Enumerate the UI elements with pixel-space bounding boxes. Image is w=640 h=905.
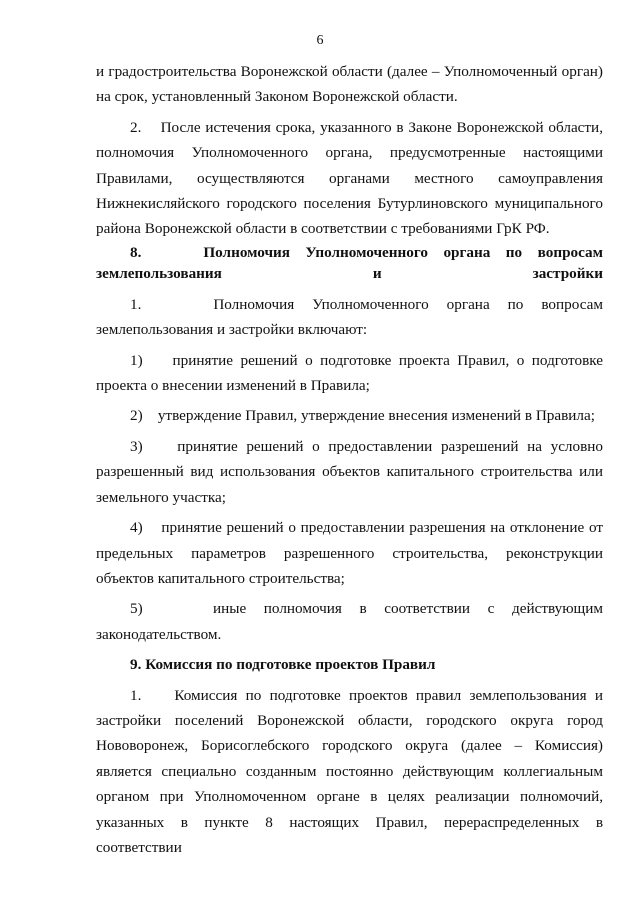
document-body (96, 59, 603, 860)
list-item-8-1-5: 5) иные полномочия в соответствии с действующим законодательством. (96, 600, 603, 643)
list-item-8-1-4: 4) принятие решений о предоставлении разрешения на отклонение от предельных параметров разрешенного строительства, реконструкции объектов капитального строительства; (96, 519, 603, 587)
paragraph-8-1: 1. Полномочия Уполномоченного органа по вопросам землепользования и застройки включают: (96, 295, 603, 339)
paragraph-7-2: 2. После истечения срока, указанного в Законе Воронежской области, полномочия Уполномоченного органа, предусмотренные настоящими Правилами, осуществляются органами местного самоуправления Нижнекисляйского городского поселения Бутурлиновского муниципального района Воронежской области в соответствии с требованиями ГрК РФ. (96, 118, 603, 238)
paragraph-continuation: и градостроительства Воронежской области (далее – Уполномоченный орган) на срок, установленный Законом Воронежской области. (96, 63, 603, 106)
heading-section-8: 8. Полномочия Уполномоченного органа по вопросам землепользования и застройки (96, 243, 603, 282)
list-item-8-1-2: 2) утверждение Правил, утверждение внесения изменений в Правила; (130, 407, 595, 425)
list-item-8-1-3: 3) принятие решений о предоставлении разрешений на условно разрешенный вид использования объектов капитального строительства или земельного участка; (96, 437, 603, 506)
paragraph-9-1: 1. Комиссия по подготовке проектов правил землепользования и застройки поселений Воронежской области, городского округа город Нововоронеж, Борисоглебского городского округа (далее – Комиссия) является специально созданным постоянно действующим коллегиальным органом при Уполномоченном органе в целях реализации полномочий, указанных в пункте 8 настоящих Правил, перераспределенных в соответствии (96, 686, 603, 856)
list-item-8-1-1: 1) принятие решений о подготовке проекта Правил, о подготовке проекта о внесении изменений в Правила; (96, 351, 603, 395)
heading-section-9: 9. Комиссия по подготовке проектов Правил (130, 656, 436, 674)
page-number: 6 (316, 33, 324, 48)
